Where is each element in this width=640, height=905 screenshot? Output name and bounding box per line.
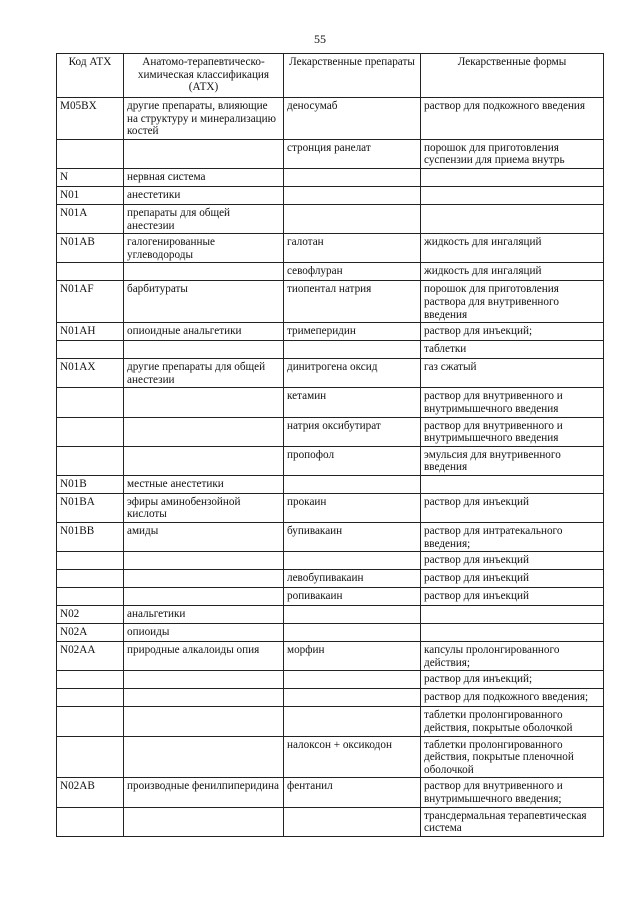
cell-classification bbox=[124, 341, 284, 359]
cell-form: газ сжатый bbox=[421, 359, 604, 388]
table-row bbox=[57, 341, 604, 359]
cell-drug bbox=[284, 689, 421, 707]
table-row bbox=[57, 807, 604, 836]
cell-form: раствор для инъекций bbox=[421, 570, 604, 588]
cell-drug bbox=[284, 606, 421, 624]
cell-classification: другие препараты для общей анестезии bbox=[124, 359, 284, 388]
cell-form: раствор для внутривенного и внутримышечного введения bbox=[421, 417, 604, 446]
table-body bbox=[57, 98, 604, 837]
cell-drug: левобупивакаин bbox=[284, 570, 421, 588]
cell-code bbox=[57, 671, 124, 689]
table-row bbox=[57, 736, 604, 778]
cell-drug: налоксон + оксикодон bbox=[284, 736, 421, 778]
cell-classification: эфиры аминобензойной кислоты bbox=[124, 493, 284, 522]
cell-form: раствор для инъекций; bbox=[421, 671, 604, 689]
cell-code bbox=[57, 689, 124, 707]
table-row bbox=[57, 281, 604, 323]
header-drugs: Лекарственные препараты bbox=[284, 54, 421, 98]
cell-classification: анестетики bbox=[124, 186, 284, 204]
table-row bbox=[57, 475, 604, 493]
cell-classification bbox=[124, 552, 284, 570]
header-forms: Лекарственные формы bbox=[421, 54, 604, 98]
cell-classification bbox=[124, 446, 284, 475]
cell-classification: опиоиды bbox=[124, 624, 284, 642]
cell-drug: пропофол bbox=[284, 446, 421, 475]
cell-drug: натрия оксибутират bbox=[284, 417, 421, 446]
cell-code: N02A bbox=[57, 624, 124, 642]
cell-classification bbox=[124, 807, 284, 836]
cell-form: таблетки пролонгированного действия, покрытые пленочной оболочкой bbox=[421, 736, 604, 778]
table-row bbox=[57, 624, 604, 642]
cell-form: эмульсия для внутривенного введения bbox=[421, 446, 604, 475]
cell-code bbox=[57, 736, 124, 778]
cell-classification bbox=[124, 417, 284, 446]
cell-form bbox=[421, 186, 604, 204]
cell-drug: галотан bbox=[284, 234, 421, 263]
cell-classification: опиоидные анальгетики bbox=[124, 323, 284, 341]
table-row bbox=[57, 359, 604, 388]
table-row bbox=[57, 588, 604, 606]
cell-code: N01AF bbox=[57, 281, 124, 323]
cell-classification: другие препараты, влияющие на структуру и минерализацию костей bbox=[124, 98, 284, 140]
cell-form bbox=[421, 168, 604, 186]
cell-classification: барбитураты bbox=[124, 281, 284, 323]
cell-code bbox=[57, 388, 124, 417]
cell-code: N bbox=[57, 168, 124, 186]
table-row bbox=[57, 552, 604, 570]
table-row bbox=[57, 168, 604, 186]
cell-form: раствор для инъекций bbox=[421, 493, 604, 522]
cell-drug: динитрогена оксид bbox=[284, 359, 421, 388]
cell-classification bbox=[124, 570, 284, 588]
table-row bbox=[57, 689, 604, 707]
table-row bbox=[57, 778, 604, 807]
cell-code: N02AB bbox=[57, 778, 124, 807]
cell-form: таблетки пролонгированного действия, покрытые оболочкой bbox=[421, 707, 604, 736]
cell-code bbox=[57, 341, 124, 359]
cell-classification: местные анестетики bbox=[124, 475, 284, 493]
table-row bbox=[57, 139, 604, 168]
cell-form: раствор для подкожного введения bbox=[421, 98, 604, 140]
header-classification: Анатомо-терапевтическо-химическая классификация (АТХ) bbox=[124, 54, 284, 98]
cell-drug: ропивакаин bbox=[284, 588, 421, 606]
cell-form: раствор для инъекций bbox=[421, 552, 604, 570]
cell-classification bbox=[124, 671, 284, 689]
cell-drug bbox=[284, 204, 421, 233]
cell-classification bbox=[124, 707, 284, 736]
cell-code bbox=[57, 139, 124, 168]
page-number: 55 bbox=[314, 32, 326, 46]
cell-drug: севофлуран bbox=[284, 263, 421, 281]
cell-form bbox=[421, 475, 604, 493]
cell-drug: стронция ранелат bbox=[284, 139, 421, 168]
cell-code: N01A bbox=[57, 204, 124, 233]
cell-form: раствор для внутривенного и внутримышечного введения bbox=[421, 388, 604, 417]
cell-code bbox=[57, 446, 124, 475]
table-row bbox=[57, 234, 604, 263]
table-row bbox=[57, 186, 604, 204]
cell-code bbox=[57, 588, 124, 606]
cell-classification bbox=[124, 588, 284, 606]
cell-code: N01AX bbox=[57, 359, 124, 388]
cell-classification bbox=[124, 263, 284, 281]
cell-code: N01 bbox=[57, 186, 124, 204]
cell-code: N01AH bbox=[57, 323, 124, 341]
atx-drug-table bbox=[56, 53, 604, 837]
cell-classification: анальгетики bbox=[124, 606, 284, 624]
cell-form: раствор для инъекций; bbox=[421, 323, 604, 341]
table-row bbox=[57, 671, 604, 689]
cell-code bbox=[57, 807, 124, 836]
cell-drug bbox=[284, 475, 421, 493]
cell-form: жидкость для ингаляций bbox=[421, 263, 604, 281]
header-code: Код АТХ bbox=[57, 54, 124, 98]
table-row bbox=[57, 417, 604, 446]
table-row bbox=[57, 204, 604, 233]
cell-drug: морфин bbox=[284, 642, 421, 671]
cell-form: капсулы пролонгированного действия; bbox=[421, 642, 604, 671]
cell-code bbox=[57, 552, 124, 570]
cell-drug bbox=[284, 671, 421, 689]
cell-classification: природные алкалоиды опия bbox=[124, 642, 284, 671]
cell-classification bbox=[124, 388, 284, 417]
table-row bbox=[57, 98, 604, 140]
cell-classification: галогенированные углеводороды bbox=[124, 234, 284, 263]
cell-drug bbox=[284, 624, 421, 642]
cell-classification: препараты для общей анестезии bbox=[124, 204, 284, 233]
cell-form: порошок для приготовления раствора для внутривенного введения bbox=[421, 281, 604, 323]
cell-drug: тримеперидин bbox=[284, 323, 421, 341]
cell-drug: тиопентал натрия bbox=[284, 281, 421, 323]
table-header-row bbox=[57, 54, 604, 98]
table-row bbox=[57, 523, 604, 552]
cell-drug bbox=[284, 168, 421, 186]
cell-form: жидкость для ингаляций bbox=[421, 234, 604, 263]
cell-drug bbox=[284, 186, 421, 204]
cell-form: порошок для приготовления суспензии для приема внутрь bbox=[421, 139, 604, 168]
cell-code bbox=[57, 570, 124, 588]
cell-classification: амиды bbox=[124, 523, 284, 552]
cell-code: N01BA bbox=[57, 493, 124, 522]
cell-code: N01AB bbox=[57, 234, 124, 263]
table-row bbox=[57, 642, 604, 671]
cell-classification bbox=[124, 689, 284, 707]
cell-form bbox=[421, 606, 604, 624]
table-row bbox=[57, 570, 604, 588]
cell-drug bbox=[284, 552, 421, 570]
cell-drug: кетамин bbox=[284, 388, 421, 417]
cell-drug: прокаин bbox=[284, 493, 421, 522]
cell-form: раствор для подкожного введения; bbox=[421, 689, 604, 707]
cell-drug: бупивакаин bbox=[284, 523, 421, 552]
cell-form: таблетки bbox=[421, 341, 604, 359]
cell-form: раствор для инъекций bbox=[421, 588, 604, 606]
table-row bbox=[57, 606, 604, 624]
cell-code: M05BX bbox=[57, 98, 124, 140]
cell-drug bbox=[284, 807, 421, 836]
cell-classification: нервная система bbox=[124, 168, 284, 186]
cell-classification: производные фенилпиперидина bbox=[124, 778, 284, 807]
table-row bbox=[57, 263, 604, 281]
cell-form: трансдермальная терапевтическая система bbox=[421, 807, 604, 836]
cell-drug bbox=[284, 707, 421, 736]
cell-code bbox=[57, 417, 124, 446]
cell-code bbox=[57, 707, 124, 736]
cell-classification bbox=[124, 736, 284, 778]
cell-drug: фентанил bbox=[284, 778, 421, 807]
cell-form bbox=[421, 204, 604, 233]
table-row bbox=[57, 388, 604, 417]
cell-form: раствор для внутривенного и внутримышечного введения; bbox=[421, 778, 604, 807]
cell-code: N01B bbox=[57, 475, 124, 493]
cell-drug: деносумаб bbox=[284, 98, 421, 140]
cell-code: N01BB bbox=[57, 523, 124, 552]
cell-code: N02 bbox=[57, 606, 124, 624]
table-row bbox=[57, 493, 604, 522]
cell-drug bbox=[284, 341, 421, 359]
cell-code bbox=[57, 263, 124, 281]
cell-classification bbox=[124, 139, 284, 168]
cell-code: N02AA bbox=[57, 642, 124, 671]
cell-form: раствор для интратекального введения; bbox=[421, 523, 604, 552]
table-row bbox=[57, 707, 604, 736]
cell-form bbox=[421, 624, 604, 642]
table-row bbox=[57, 323, 604, 341]
table-row bbox=[57, 446, 604, 475]
